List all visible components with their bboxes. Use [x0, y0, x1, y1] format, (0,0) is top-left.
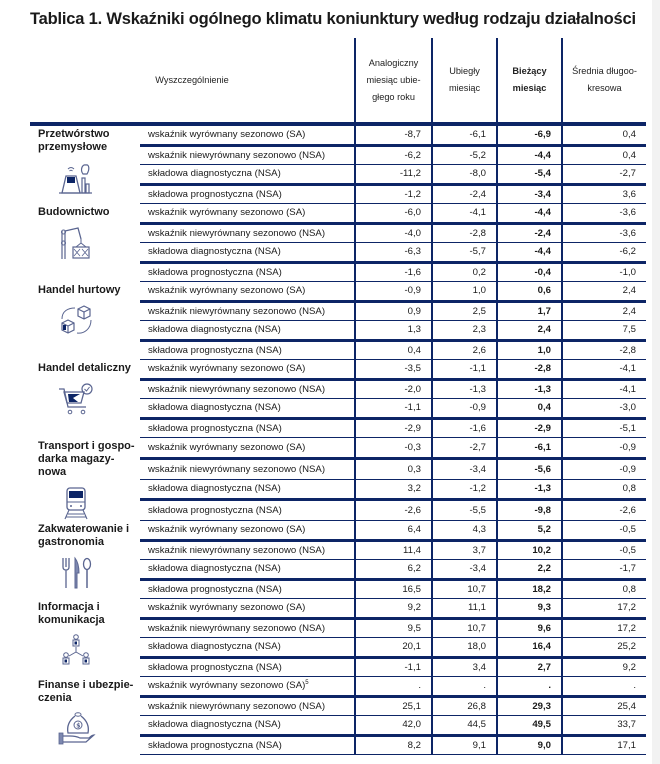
value-long-term-avg: 33,7: [562, 716, 646, 736]
value-current-month: -5,6: [497, 458, 562, 479]
value-prev-year: -2,6: [355, 500, 432, 521]
row-label-prognostic-component: [140, 735, 355, 755]
value-prev-month: 2,5: [432, 301, 497, 321]
value-prev-month: -1,6: [432, 418, 497, 438]
row-label-text: składowa prognostyczna (NSA): [148, 266, 282, 278]
row-label-prognostic-component: [140, 418, 355, 438]
sector-name: Handel detaliczny: [38, 361, 131, 374]
row-label-sa-index: [140, 360, 355, 380]
row-label-text: wskaźnik niewyrównany sezonowo (NSA): [148, 622, 326, 634]
sector-name: Budownictwo: [38, 205, 110, 218]
row-label-text: wskaźnik wyrównany sezonowo (SA): [148, 285, 306, 297]
value-prev-month: -2,7: [432, 438, 497, 459]
row-label-text: składowa diagnostyczna (NSA): [148, 168, 281, 180]
value-prev-month: -3,4: [432, 458, 497, 479]
footnote-marker: 5: [305, 680, 309, 687]
value-prev-month: 2,6: [432, 340, 497, 360]
value-current-month: 29,3: [497, 696, 562, 716]
value-long-term-avg: -3,6: [562, 223, 646, 243]
header-description: Wyszczególnienie: [155, 74, 229, 85]
row-label-text: wskaźnik wyrównany sezonowo (SA): [148, 602, 306, 614]
value-current-month: -1,3: [497, 479, 562, 500]
value-long-term-avg: -2,7: [562, 165, 646, 185]
value-current-month: 18,2: [497, 579, 562, 599]
table-row: [30, 124, 646, 145]
value-prev-month: -3,4: [432, 560, 497, 580]
business-climate-table: [30, 38, 646, 755]
sector-name: Informacja i komunikacja: [38, 600, 105, 626]
header-col-long-term-avg: Średnia długoo- kresowa: [562, 38, 646, 124]
sector-cell: [30, 677, 140, 755]
value-prev-year: 20,1: [355, 638, 432, 658]
value-prev-year: 8,2: [355, 735, 432, 755]
row-label-text: składowa diagnostyczna (NSA): [148, 641, 281, 653]
crane-icon: [56, 225, 96, 261]
boxes-exchange-icon: [56, 303, 96, 339]
value-prev-month: 3,4: [432, 657, 497, 677]
value-prev-year: -6,0: [355, 204, 432, 224]
value-current-month: -6,9: [497, 124, 562, 145]
row-label-sa-index: [140, 599, 355, 619]
network-people-icon: [56, 633, 96, 669]
value-current-month: 9,3: [497, 599, 562, 619]
train-icon: [56, 485, 96, 521]
value-prev-month: 2,3: [432, 321, 497, 341]
row-label-text: wskaźnik niewyrównany sezonowo (NSA): [148, 149, 326, 161]
row-label-text: wskaźnik wyrównany sezonowo (SA): [148, 680, 306, 692]
table-row: [30, 360, 646, 380]
sector-cell: [30, 438, 140, 521]
value-prev-month: 0,2: [432, 262, 497, 282]
value-prev-year: 0,4: [355, 340, 432, 360]
row-label-diagnostic-component: [140, 243, 355, 263]
sector-cell: [30, 124, 140, 204]
table-row: [30, 599, 646, 619]
value-prev-year: -0,3: [355, 438, 432, 459]
table-row: [30, 438, 646, 459]
sector-cell: [30, 204, 140, 282]
row-label-text: składowa prognostyczna (NSA): [148, 583, 282, 595]
row-label-text: wskaźnik niewyrównany sezonowo (NSA): [148, 700, 326, 712]
row-label-prognostic-component: [140, 657, 355, 677]
value-long-term-avg: 7,5: [562, 321, 646, 341]
value-long-term-avg: -4,1: [562, 360, 646, 380]
shopping-cart-icon: [56, 381, 96, 417]
value-long-term-avg: -3,6: [562, 204, 646, 224]
value-current-month: 2,4: [497, 321, 562, 341]
value-current-month: .: [497, 677, 562, 697]
header-col-current-month: Bieżący miesiąc: [497, 38, 562, 124]
table-row: [30, 204, 646, 224]
value-long-term-avg: -4,1: [562, 379, 646, 399]
value-prev-year: -1,6: [355, 262, 432, 282]
row-label-prognostic-component: [140, 340, 355, 360]
value-long-term-avg: .: [562, 677, 646, 697]
sector-cell: [30, 599, 140, 677]
row-label-nsa-index: [140, 618, 355, 638]
value-prev-year: 11,4: [355, 540, 432, 560]
row-label-sa-index: [140, 521, 355, 541]
row-label-text: wskaźnik niewyrównany sezonowo (NSA): [148, 227, 326, 239]
value-prev-year: 16,5: [355, 579, 432, 599]
value-prev-year: .: [355, 677, 432, 697]
row-label-text: wskaźnik niewyrównany sezonowo (NSA): [148, 463, 326, 475]
value-current-month: -9,8: [497, 500, 562, 521]
value-long-term-avg: 9,2: [562, 657, 646, 677]
value-long-term-avg: -0,9: [562, 438, 646, 459]
row-label-diagnostic-component: [140, 321, 355, 341]
value-current-month: -2,8: [497, 360, 562, 380]
header-col-prev-year: Analogiczny miesiąc ubie- głego roku: [355, 38, 432, 124]
value-long-term-avg: -6,2: [562, 243, 646, 263]
row-label-diagnostic-component: [140, 165, 355, 185]
row-label-prognostic-component: [140, 579, 355, 599]
value-long-term-avg: 3,6: [562, 184, 646, 204]
row-label-prognostic-component: [140, 184, 355, 204]
value-prev-year: -0,9: [355, 282, 432, 302]
value-prev-month: -2,8: [432, 223, 497, 243]
value-long-term-avg: 17,1: [562, 735, 646, 755]
row-label-text: składowa prognostyczna (NSA): [148, 505, 282, 517]
row-label-text: składowa diagnostyczna (NSA): [148, 246, 281, 258]
row-label-diagnostic-component: [140, 479, 355, 500]
value-prev-year: -1,1: [355, 399, 432, 419]
value-prev-month: -0,9: [432, 399, 497, 419]
value-long-term-avg: 17,2: [562, 599, 646, 619]
value-prev-month: -8,0: [432, 165, 497, 185]
value-current-month: -3,4: [497, 184, 562, 204]
value-prev-year: 6,4: [355, 521, 432, 541]
value-prev-month: 10,7: [432, 618, 497, 638]
table-row: [30, 677, 646, 697]
factory-icon: [56, 160, 96, 196]
value-prev-month: -2,4: [432, 184, 497, 204]
value-prev-year: 0,3: [355, 458, 432, 479]
sector-name: Przetwórstwo przemysłowe: [38, 128, 110, 153]
value-long-term-avg: -0,5: [562, 540, 646, 560]
row-label-nsa-index: [140, 379, 355, 399]
row-label-text: składowa diagnostyczna (NSA): [148, 483, 281, 495]
row-label-diagnostic-component: [140, 399, 355, 419]
value-prev-year: -2,9: [355, 418, 432, 438]
value-current-month: -2,4: [497, 223, 562, 243]
row-label-nsa-index: [140, 458, 355, 479]
row-label-text: składowa diagnostyczna (NSA): [148, 719, 281, 731]
value-long-term-avg: 0,4: [562, 145, 646, 165]
table-row: [30, 282, 646, 302]
value-long-term-avg: 25,4: [562, 696, 646, 716]
value-prev-month: -5,7: [432, 243, 497, 263]
row-label-text: wskaźnik wyrównany sezonowo (SA): [148, 363, 306, 375]
page-margin: [652, 0, 660, 764]
row-label-nsa-index: [140, 145, 355, 165]
money-bag-hand-icon: [56, 711, 96, 747]
sector-cell: [30, 360, 140, 438]
value-prev-month: -5,5: [432, 500, 497, 521]
sector-name: Handel hurtowy: [38, 283, 121, 296]
row-label-text: wskaźnik wyrównany sezonowo (SA): [148, 441, 306, 453]
value-prev-month: 44,5: [432, 716, 497, 736]
value-prev-year: -11,2: [355, 165, 432, 185]
row-label-text: składowa prognostyczna (NSA): [148, 188, 282, 200]
value-prev-year: -1,2: [355, 184, 432, 204]
table-row: [30, 521, 646, 541]
value-prev-month: 3,7: [432, 540, 497, 560]
value-prev-year: -4,0: [355, 223, 432, 243]
header-row: [30, 38, 646, 124]
value-current-month: -0,4: [497, 262, 562, 282]
value-prev-year: -1,1: [355, 657, 432, 677]
value-long-term-avg: 0,8: [562, 479, 646, 500]
row-label-text: składowa diagnostyczna (NSA): [148, 402, 281, 414]
row-label-text: składowa prognostyczna (NSA): [148, 422, 282, 434]
value-prev-year: 25,1: [355, 696, 432, 716]
row-label-text: wskaźnik wyrównany sezonowo (SA): [148, 129, 306, 141]
cutlery-icon: [56, 555, 96, 591]
value-prev-month: 26,8: [432, 696, 497, 716]
row-label-text: składowa diagnostyczna (NSA): [148, 324, 281, 336]
value-prev-year: -3,5: [355, 360, 432, 380]
row-label-text: wskaźnik niewyrównany sezonowo (NSA): [148, 383, 326, 395]
value-long-term-avg: -0,9: [562, 458, 646, 479]
value-long-term-avg: -0,5: [562, 521, 646, 541]
value-current-month: -4,4: [497, 204, 562, 224]
value-long-term-avg: -1,0: [562, 262, 646, 282]
value-current-month: -5,4: [497, 165, 562, 185]
row-label-sa-index: [140, 124, 355, 145]
row-label-nsa-index: [140, 540, 355, 560]
value-prev-year: -6,3: [355, 243, 432, 263]
row-label-sa-index: [140, 282, 355, 302]
value-current-month: 2,7: [497, 657, 562, 677]
row-label-diagnostic-component: [140, 638, 355, 658]
row-label-text: wskaźnik niewyrównany sezonowo (NSA): [148, 305, 326, 317]
value-current-month: 0,6: [497, 282, 562, 302]
value-prev-month: -6,1: [432, 124, 497, 145]
value-prev-month: 11,1: [432, 599, 497, 619]
value-current-month: 9,6: [497, 618, 562, 638]
row-label-diagnostic-component: [140, 560, 355, 580]
value-current-month: 9,0: [497, 735, 562, 755]
value-prev-month: .: [432, 677, 497, 697]
sector-name: Zakwaterowanie i gastronomia: [38, 522, 130, 548]
value-prev-month: 18,0: [432, 638, 497, 658]
row-label-sa-index: [140, 438, 355, 459]
value-prev-year: 6,2: [355, 560, 432, 580]
row-label-text: składowa diagnostyczna (NSA): [148, 563, 281, 575]
value-prev-year: 0,9: [355, 301, 432, 321]
value-long-term-avg: 2,4: [562, 301, 646, 321]
sector-name: Finanse i ubezpie- czenia: [38, 678, 134, 704]
row-label-nsa-index: [140, 223, 355, 243]
value-current-month: -4,4: [497, 145, 562, 165]
row-label-text: wskaźnik niewyrównany sezonowo (NSA): [148, 544, 326, 556]
row-label-diagnostic-component: [140, 716, 355, 736]
value-prev-month: 10,7: [432, 579, 497, 599]
value-prev-month: -1,3: [432, 379, 497, 399]
row-label-text: wskaźnik wyrównany sezonowo (SA): [148, 207, 306, 219]
row-label-text: składowa prognostyczna (NSA): [148, 739, 282, 751]
value-current-month: -2,9: [497, 418, 562, 438]
value-prev-month: 1,0: [432, 282, 497, 302]
value-prev-year: 9,2: [355, 599, 432, 619]
value-long-term-avg: -1,7: [562, 560, 646, 580]
value-prev-year: -8,7: [355, 124, 432, 145]
row-label-prognostic-component: [140, 262, 355, 282]
sector-name: Transport i gospo- darka magazy- nowa: [38, 439, 135, 478]
row-label-sa-index: [140, 204, 355, 224]
header-col-prev-month: Ubiegły miesiąc: [432, 38, 497, 124]
value-current-month: 5,2: [497, 521, 562, 541]
value-prev-month: -1,2: [432, 479, 497, 500]
table-title: Tablica 1. Wskaźniki ogólnego klimatu koniunktury według rodzaju działalności: [30, 10, 636, 28]
row-label-sa-index: [140, 677, 355, 697]
value-long-term-avg: -3,0: [562, 399, 646, 419]
value-current-month: 2,2: [497, 560, 562, 580]
value-current-month: -4,4: [497, 243, 562, 263]
value-prev-month: -4,1: [432, 204, 497, 224]
value-current-month: 49,5: [497, 716, 562, 736]
value-prev-month: 9,1: [432, 735, 497, 755]
svg-text:$: $: [76, 722, 81, 729]
row-label-text: wskaźnik wyrównany sezonowo (SA): [148, 524, 306, 536]
value-long-term-avg: 17,2: [562, 618, 646, 638]
value-current-month: 16,4: [497, 638, 562, 658]
value-long-term-avg: -2,6: [562, 500, 646, 521]
row-label-text: składowa prognostyczna (NSA): [148, 661, 282, 673]
value-current-month: -1,3: [497, 379, 562, 399]
value-current-month: 1,7: [497, 301, 562, 321]
value-long-term-avg: 0,4: [562, 124, 646, 145]
sector-cell: [30, 521, 140, 599]
row-label-text: składowa prognostyczna (NSA): [148, 344, 282, 356]
row-label-nsa-index: [140, 301, 355, 321]
value-current-month: 0,4: [497, 399, 562, 419]
value-prev-year: 1,3: [355, 321, 432, 341]
row-label-prognostic-component: [140, 500, 355, 521]
value-prev-year: 9,5: [355, 618, 432, 638]
value-long-term-avg: -5,1: [562, 418, 646, 438]
row-label-nsa-index: [140, 696, 355, 716]
value-long-term-avg: -2,8: [562, 340, 646, 360]
value-prev-month: 4,3: [432, 521, 497, 541]
value-current-month: 10,2: [497, 540, 562, 560]
value-long-term-avg: 2,4: [562, 282, 646, 302]
value-prev-year: -2,0: [355, 379, 432, 399]
value-long-term-avg: 25,2: [562, 638, 646, 658]
value-long-term-avg: 0,8: [562, 579, 646, 599]
value-prev-year: 3,2: [355, 479, 432, 500]
sector-cell: [30, 282, 140, 360]
value-prev-month: -1,1: [432, 360, 497, 380]
value-prev-year: 42,0: [355, 716, 432, 736]
value-prev-month: -5,2: [432, 145, 497, 165]
value-prev-year: -6,2: [355, 145, 432, 165]
value-current-month: -6,1: [497, 438, 562, 459]
value-current-month: 1,0: [497, 340, 562, 360]
